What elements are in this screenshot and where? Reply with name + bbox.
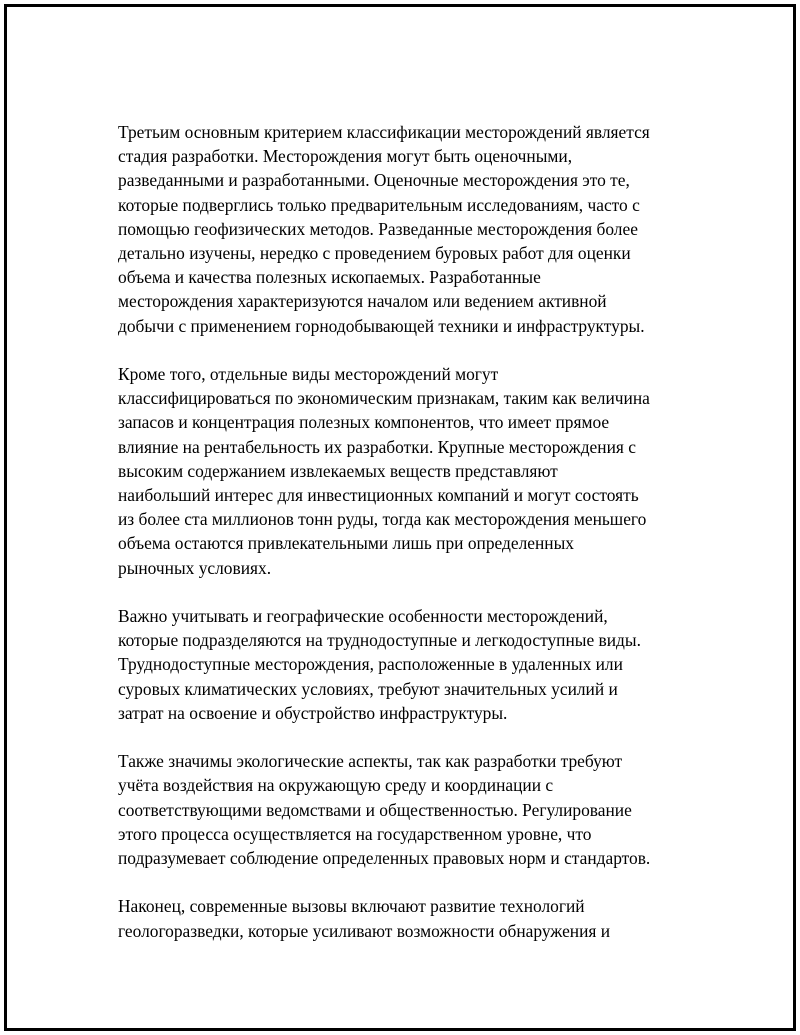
document-body bbox=[118, 120, 708, 943]
paragraph-2: Кроме того, отдельные виды месторождений могут классифицироваться по экономическим признакам, таким как величина запасов и концентрация полезных компонентов, что имеет прямое влияние на рентабельность их разработки. Крупные месторождения с высоким содержанием извлекаемых веществ представляют наибольший интерес для инвестиционных компаний и могут состоять из более ста миллионов тонн руды, тогда как месторождения меньшего объема остаются привлекательными лишь при определенных рыночных условиях. bbox=[118, 364, 650, 578]
paragraph-3: Важно учитывать и географические особенности месторождений, которые подразделяются на труднодоступные и легкодоступные виды. Труднодоступные месторождения, расположенные в удаленных или суровых климатических условиях, требуют значительных усилий и затрат на освоение и обустройство инфраструктуры. bbox=[118, 606, 641, 723]
page-frame bbox=[4, 4, 796, 1031]
paragraph-4: Также значимы экологические аспекты, так как разработки требуют учёта воздействия на окружающую среду и координации с соответствующими ведомствами и общественностью. Регулирование этого процесса осуществляется на государственном уровне, что подразумевает соблюдение определенных правовых норм и стандартов. bbox=[118, 751, 651, 869]
paragraph-5: Наконец, современные вызовы включают развитие технологий геологоразведки, которые усиливают возможности обнаружения и bbox=[118, 896, 611, 941]
paragraph-1: Третьим основным критерием классификации месторождений является стадия разработки. Месторождения могут быть оценочными, разведанными и разработанными. Оценочные месторождения это те, которые подверглись только предварительным исследованиям, часто с помощью геофизических методов. Разведанные месторождения более детально изучены, нередко с проведением буровых работ для оценки объема и качества полезных ископаемых. Разработанные месторождения характеризуются началом или ведением активной добычи с применением горнодобывающей техники и инфраструктуры. bbox=[118, 122, 650, 336]
